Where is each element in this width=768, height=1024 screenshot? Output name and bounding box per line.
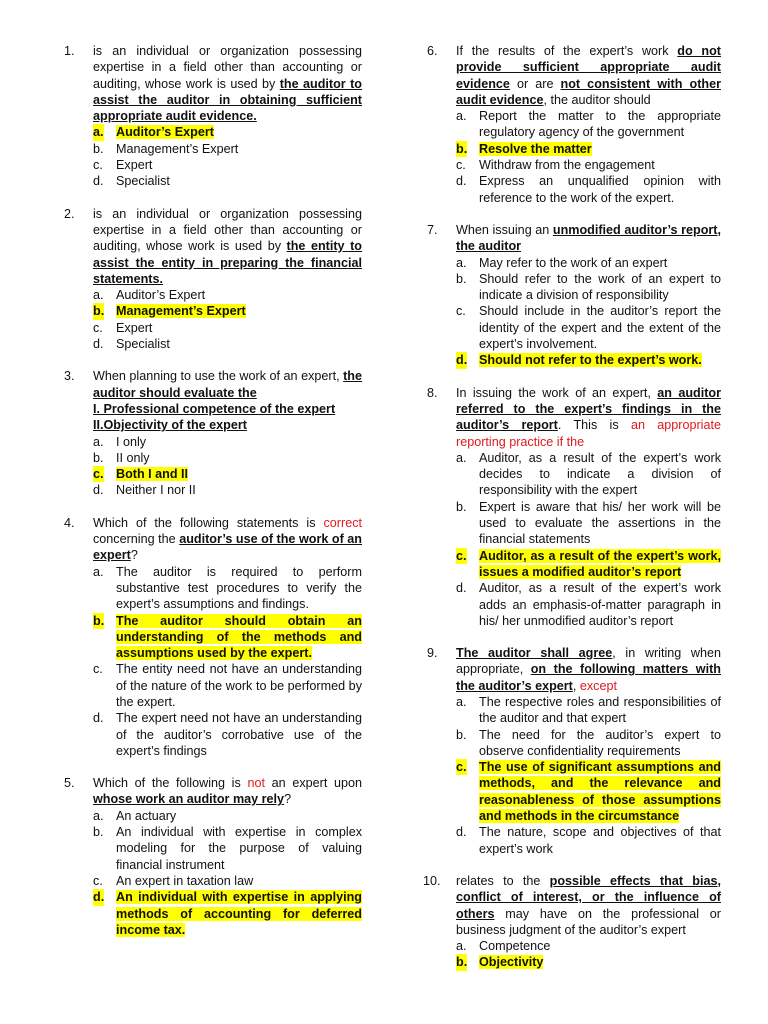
option[interactable] [93,564,362,613]
option-letter: a. [93,564,104,579]
correct-option[interactable] [93,303,362,319]
option[interactable] [93,482,362,498]
question-number: 7. [427,222,438,237]
option-text: Expert [116,320,153,335]
option-text: May refer to the work of an expert [479,255,668,270]
option-text: The auditor should obtain an understanding of the methods and assumptions used by the expert. [116,613,362,661]
stem-text: ? [284,792,292,807]
option-text: Expert is aware that his/ her work will be used to evaluate the assertions in the financial statements [479,499,721,547]
option-text: Management’s Expert [116,141,239,156]
correct-option[interactable] [93,124,362,140]
option-letter: d. [93,337,104,352]
stem-text: may have on the professional or business judgment of the auditor’s expert [456,906,721,937]
correct-option[interactable] [456,954,721,970]
option-text: Auditor, as a result of the expert’s work decides to indicate a division of responsibility with the expert [479,450,721,498]
option[interactable] [93,434,362,450]
question [64,368,362,498]
question-stem [456,222,721,255]
right-column [423,43,722,987]
emphasis-text: the auditor to assist the auditor in obtaining sufficient appropriate audit evidence. [93,76,362,124]
stem-text: When planning to use the work of an expert, [93,369,344,384]
question [423,873,721,971]
option-letter: b. [456,141,468,156]
emphasis-text: The auditor shall agree [456,646,613,661]
question-number: 2. [64,206,75,221]
correct-option[interactable] [456,759,721,824]
option-text: An expert in taxation law [116,873,254,888]
option-letter: c. [456,158,466,173]
option-letter: b. [456,727,467,742]
option-letter: d. [93,483,104,498]
option-text: The need for the auditor’s expert to observe confidentiality requirements [479,727,721,758]
question-stem [456,43,721,108]
option[interactable] [456,499,721,548]
question-stem [456,385,721,450]
option-text: Express an unqualified opinion with reference to the work of the expert. [479,174,721,205]
option-text: Auditor’s Expert [116,288,206,303]
option[interactable] [456,255,721,271]
options-list [93,434,362,499]
option-letter: b. [93,304,105,319]
question [427,385,721,629]
option-letter: d. [456,581,467,596]
emphasis-text: I. Professional competence of the expert [93,401,336,416]
option-letter: a. [456,694,467,709]
option-text: The auditor is required to perform substantive test procedures to verify the expert’s assumptions and findings. [116,564,362,612]
question-stem [93,515,362,564]
option[interactable] [456,727,721,760]
emphasis-text: II.Objectivity of the expert [93,418,247,433]
stem-text: If the results of the expert’s work [456,44,678,58]
option-text: Should not refer to the expert’s work. [479,353,702,368]
option-text: An individual with expertise in complex modeling for the purpose of valuing financial instrument [116,825,362,872]
option-text: An individual with expertise in applying methods of accounting for deferred income tax. [116,890,362,937]
option-letter: b. [93,141,104,156]
question-number: 9. [427,646,438,661]
option-text: I only [116,434,147,449]
option[interactable] [93,141,362,157]
option[interactable] [93,336,362,352]
option-letter: b. [456,955,468,970]
option-text: The nature, scope and objectives of that expert’s work [479,825,721,856]
option-letter: b. [93,450,104,465]
option-letter: c. [456,304,466,319]
option[interactable] [456,157,721,173]
options-list [456,255,721,369]
question-stem [93,206,362,287]
option-text: Expert [116,158,153,173]
left-column [64,43,362,954]
option-text: Report the matter to the appropriate regulatory agency of the government [479,109,721,140]
stem-text: ? [130,548,138,563]
options-list [456,938,721,971]
question [64,515,362,759]
option-text: Competence [479,939,551,954]
option[interactable] [93,173,362,189]
keyword-text: correct [323,515,362,530]
option[interactable] [456,173,721,206]
option[interactable] [456,824,721,857]
emphasis-text: the auditor should evaluate the [93,369,362,400]
option-letter: c. [93,873,103,888]
stem-text: concerning the [93,532,180,547]
emphasis-text: possible effects that bias, conflict of interest, or the influence of others [456,873,721,921]
emphasis-text: unmodified auditor’s report, the auditor [456,222,721,254]
question-stem [93,43,362,124]
option-text: The expert need not have an understanding of the auditor’s corrobative use of the expert’s findings [116,711,362,758]
correct-option[interactable] [93,613,362,662]
option-letter: b. [456,499,467,514]
options-list [93,564,362,760]
emphasis-text: auditor’s use of the work of an expert [93,532,362,563]
options-list [456,108,721,206]
options-list [456,694,721,857]
option[interactable] [456,450,721,499]
stem-text: relates to the [456,873,550,888]
emphasis-text: not consistent with other audit evidence [456,76,721,107]
options-list [456,450,721,629]
option-text: Resolve the matter [479,141,592,156]
emphasis-text: the entity to assist the entity in preparing the financial statements. [93,239,362,286]
option-text: Objectivity [479,955,544,970]
stem-text: an expert upon [264,776,363,791]
option-text: Withdraw from the engagement [479,158,655,173]
option[interactable] [93,824,362,873]
question [427,43,721,206]
stem-text: is an individual or organization possessing expertise in a field other than accounting or auditing, whose work is used by [93,44,362,91]
option-text: Specialist [116,174,170,189]
stem-text: , the auditor should [543,92,651,107]
option-letter: a. [93,434,104,449]
question-number: 6. [427,44,438,58]
option-text: II only [116,450,150,465]
option-text: Auditor, as a result of the expert’s work adds an emphasis-of-matter paragraph in his/ her unmodified auditor’s report [479,581,721,628]
option[interactable] [93,157,362,173]
option[interactable] [456,694,721,727]
question-number: 10. [423,873,441,888]
question-number: 8. [427,385,438,400]
option-letter: d. [456,353,468,368]
correct-option[interactable] [456,141,721,157]
emphasis-text: whose work an auditor may rely [93,792,285,807]
option[interactable] [93,873,362,889]
question-number: 4. [64,515,75,530]
option-letter: d. [93,174,104,189]
question-number: 3. [64,369,75,384]
option-text: Specialist [116,337,170,352]
stem-text: or are [509,76,561,91]
option[interactable] [456,271,721,304]
option-letter: b. [93,613,105,628]
option-text: Neither I nor II [116,483,196,498]
option-letter: a. [456,109,467,124]
question [64,206,362,353]
question-number: 1. [64,44,75,58]
option-letter: c. [93,158,103,173]
correct-option[interactable] [93,889,362,938]
stem-text: , [572,678,580,693]
question-stem [456,645,721,694]
option[interactable] [456,580,721,629]
option-text: Both I and II [116,467,189,482]
option-letter: c. [456,548,467,563]
option-text: The entity need not have an understanding of the nature of the work to be performed by the expert. [116,662,362,709]
option-letter: a. [93,808,104,823]
correct-option[interactable] [456,548,721,581]
keyword-text: not [247,776,265,791]
emphasis-text: an auditor referred to the expert’s findings in the auditor’s report [456,385,722,433]
option[interactable] [456,938,721,954]
option-letter: b. [93,825,104,840]
option[interactable] [93,287,362,303]
stem-text: Which of the following statements is [93,515,324,530]
question [64,43,362,190]
option-text: Auditor’s Expert [116,125,214,140]
option-letter: c. [456,760,467,775]
option[interactable] [456,108,721,141]
keyword-text: except [579,678,617,693]
stem-text: When issuing an [456,222,553,237]
correct-option[interactable] [93,466,362,482]
option[interactable] [93,450,362,466]
option-letter: a. [93,125,104,140]
option-letter: a. [456,450,467,465]
option[interactable] [93,320,362,336]
emphasis-text: on the following matters with the auditor’s expert [456,662,721,693]
question-stem [93,775,362,808]
option-letter: b. [456,271,467,286]
question-stem [456,873,721,938]
option-letter: d. [93,711,104,726]
option[interactable] [93,808,362,824]
correct-option[interactable] [456,352,721,368]
option-text: Management’s Expert [116,304,246,319]
option[interactable] [93,710,362,759]
question [427,222,721,369]
question [427,645,721,857]
option-text: Should refer to the work of an expert to indicate a division of responsibility [479,271,721,303]
option-letter: d. [456,825,467,840]
option-text: Auditor, as a result of the expert’s work, issues a modified auditor’s report [479,548,721,579]
option[interactable] [456,303,721,352]
stem-text: Which of the following is [93,776,248,791]
option-letter: a. [456,939,467,954]
options-list [93,124,362,189]
option-letter: a. [93,288,104,303]
question [64,775,362,938]
question-number: 5. [64,776,75,791]
option[interactable] [93,661,362,710]
option-text: The respective roles and responsibilities of the auditor and that expert [479,694,721,726]
option-letter: c. [93,662,103,677]
option-text: The use of significant assumptions and methods, and the relevance and reasonableness of those assumptions and methods in the circumstance [479,760,721,824]
keyword-text: an appropriate reporting practice if the [456,418,721,449]
option-letter: d. [93,890,105,905]
option-text: An actuary [116,808,177,823]
stem-text: . This is [557,418,631,433]
options-list [93,287,362,352]
option-text: Should include in the auditor’s report the identity of the expert and the extent of the expert’s involvement. [479,304,721,352]
option-letter: c. [93,320,103,335]
option-letter: c. [93,467,104,482]
stem-text: is an individual or organization possessing expertise in a field other than accounting or auditing, whose work is used by [93,206,362,254]
emphasis-text: do not provide sufficient appropriate audit evidence [456,44,721,91]
option-letter: a. [456,255,467,270]
question-stem [93,368,362,433]
stem-text: In issuing the work of an expert, [456,385,658,400]
stem-text: , in writing when appropriate, [456,646,721,677]
option-letter: d. [456,174,467,189]
options-list [93,808,362,938]
